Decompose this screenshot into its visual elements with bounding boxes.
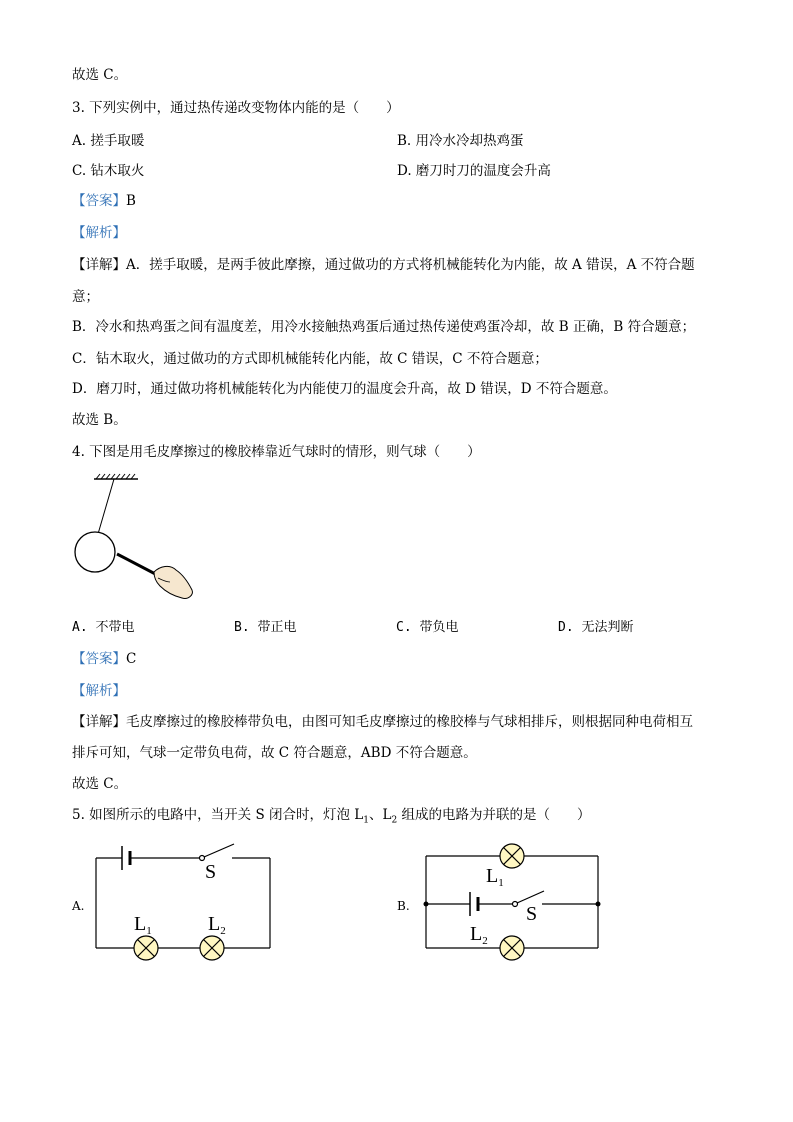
question-4-stem: 4. 下图是用毛皮摩擦过的橡胶棒靠近气球时的情形，则气球（ ） bbox=[72, 444, 481, 460]
q4-answer bbox=[72, 650, 136, 668]
switch-label: S bbox=[205, 861, 217, 883]
lamp-icon bbox=[200, 936, 224, 960]
answer-tag: 【答案】 bbox=[72, 651, 126, 667]
detail-tag: 【详解】 bbox=[72, 257, 126, 273]
q3-option-d: D. 磨刀时刀的温度会升高 bbox=[397, 163, 551, 179]
circuit-b bbox=[420, 840, 610, 970]
detail-tag: 【详解】 bbox=[72, 714, 126, 730]
string bbox=[98, 479, 114, 534]
balloon-rod-figure bbox=[70, 474, 200, 609]
q3-option-c: C. 钻木取火 bbox=[72, 163, 145, 179]
lamp-label: $L_1$ bbox=[486, 865, 504, 889]
q3-analysis-tag: 【解析】 bbox=[72, 225, 126, 241]
answer-tag: 【答案】 bbox=[72, 193, 126, 209]
q3-detail-c: C．钻木取火，通过做功的方式即机械能转化内能，故 C 错误，C 不符合题意； bbox=[72, 351, 548, 367]
circuit-a bbox=[92, 838, 282, 968]
lamp-icon bbox=[500, 844, 524, 868]
switch-label: S bbox=[526, 903, 538, 925]
q4-option-a: A. 不带电 bbox=[72, 620, 135, 635]
q4-detail bbox=[72, 713, 693, 731]
lamp-icon bbox=[134, 936, 158, 960]
lamp-icon bbox=[500, 936, 524, 960]
q3-detail-d: D．磨刀时，通过做功将机械能转化为内能使刀的温度会升高，故 D 错误，D 不符合题意。 bbox=[72, 381, 617, 397]
circuit-b-label: B. bbox=[397, 899, 410, 913]
q4-option-c: C. 带负电 bbox=[396, 620, 459, 635]
junction-dot bbox=[424, 902, 429, 907]
q3-answer bbox=[72, 192, 136, 210]
q4-conclusion: 故选 C。 bbox=[72, 776, 128, 792]
q4-analysis-tag: 【解析】 bbox=[72, 683, 126, 699]
q3-detail bbox=[72, 256, 695, 274]
hand bbox=[154, 566, 192, 598]
q4-option-d: D. 无法判断 bbox=[558, 620, 634, 635]
answer-value: C bbox=[126, 651, 137, 667]
answer-value: B bbox=[126, 193, 136, 209]
circuit-a-label: A. bbox=[72, 899, 85, 913]
question-3-stem: 3. 下列实例中，通过热传递改变物体内能的是（ ） bbox=[72, 100, 400, 116]
balloon bbox=[75, 532, 115, 572]
q3-detail-cont: 意； bbox=[72, 289, 99, 305]
detail-text: 毛皮摩擦过的橡胶棒带负电，由图可知毛皮摩擦过的橡胶棒与气球相排斥，则根据同种电荷相互 bbox=[126, 714, 693, 730]
q3-option-b: B. 用冷水冷却热鸡蛋 bbox=[397, 133, 524, 149]
ceiling-hatch bbox=[94, 474, 138, 479]
q4-option-b: B. 带正电 bbox=[234, 620, 297, 635]
lamp-label: $L_2$ bbox=[470, 923, 488, 947]
q4-detail-cont: 排斥可知，气球一定带负电荷，故 C 符合题意，ABD 不符合题意。 bbox=[72, 745, 477, 761]
detail-text: A．搓手取暖，是两手彼此摩擦，通过做功的方式将机械能转化为内能，故 A 错误，A 不符合题 bbox=[126, 257, 695, 273]
q3-detail-b: B．冷水和热鸡蛋之间有温度差，用冷水接触热鸡蛋后通过热传递使鸡蛋冷却，故 B 正确，B 符合题意； bbox=[72, 319, 696, 335]
lamp-label: $L_2$ bbox=[208, 913, 226, 937]
text-line: 故选 C。 bbox=[72, 67, 128, 83]
q3-option-a: A. 搓手取暖 bbox=[72, 133, 145, 149]
question-5-stem: 5. 如图所示的电路中，当开关 S 闭合时，灯泡 $L_1$、$L_2$ 组成的电路为并联的是（ ） bbox=[72, 807, 591, 826]
junction-dot bbox=[596, 902, 601, 907]
q3-conclusion: 故选 B。 bbox=[72, 412, 127, 428]
lamp-label: $L_1$ bbox=[134, 913, 152, 937]
